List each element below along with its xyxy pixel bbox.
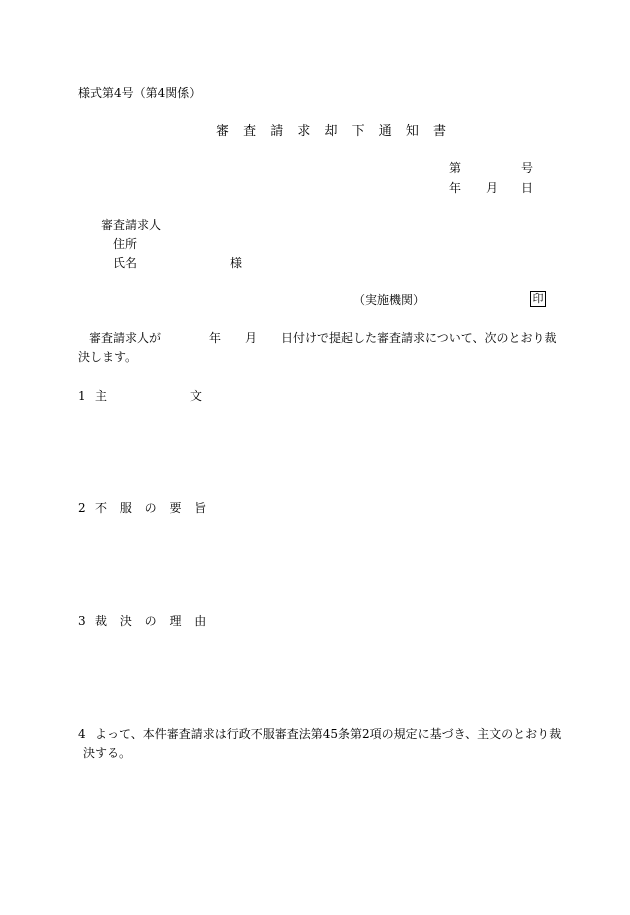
- document-title: 審 査 請 求 却 下 通 知 書: [216, 124, 447, 139]
- section-title-part-b: 文: [190, 389, 203, 403]
- intro-year: 年: [209, 331, 222, 345]
- honorific: 様: [230, 256, 243, 270]
- section-number: 3: [78, 614, 86, 628]
- addressee-heading: 審査請求人: [101, 218, 162, 232]
- date-month: 月: [486, 181, 499, 195]
- section-title-part-a: 主: [95, 389, 108, 403]
- closing-line1: よって、本件審査請求は行政不服審査法第45条第2項の規定に基づき、主文のとおり裁: [95, 727, 562, 741]
- closing-number: 4: [78, 727, 86, 741]
- date-day: 日: [521, 181, 534, 195]
- issuer-label: （実施機関）: [353, 293, 426, 307]
- section-title: 裁 決 の 理 由: [95, 614, 207, 628]
- section-title: 不 服 の 要 旨: [95, 501, 207, 515]
- closing-line2: 決する。: [83, 746, 132, 760]
- seal-stamp: 印: [530, 291, 546, 307]
- issue-number-suffix: 号: [521, 161, 534, 175]
- intro-month: 月: [245, 331, 258, 345]
- intro-part2: 日付けで提起した審査請求について、次のとおり裁: [281, 331, 557, 345]
- address-label: 住所: [113, 237, 138, 251]
- form-number: 様式第4号（第4関係）: [78, 86, 202, 100]
- section-number: 2: [78, 501, 86, 515]
- intro-part1: 審査請求人が: [89, 331, 162, 345]
- date-year: 年: [449, 181, 462, 195]
- intro-line2: 決します。: [78, 350, 138, 364]
- section-number: 1: [78, 389, 86, 403]
- name-label: 氏名: [113, 256, 138, 270]
- issue-number-prefix: 第: [449, 161, 462, 175]
